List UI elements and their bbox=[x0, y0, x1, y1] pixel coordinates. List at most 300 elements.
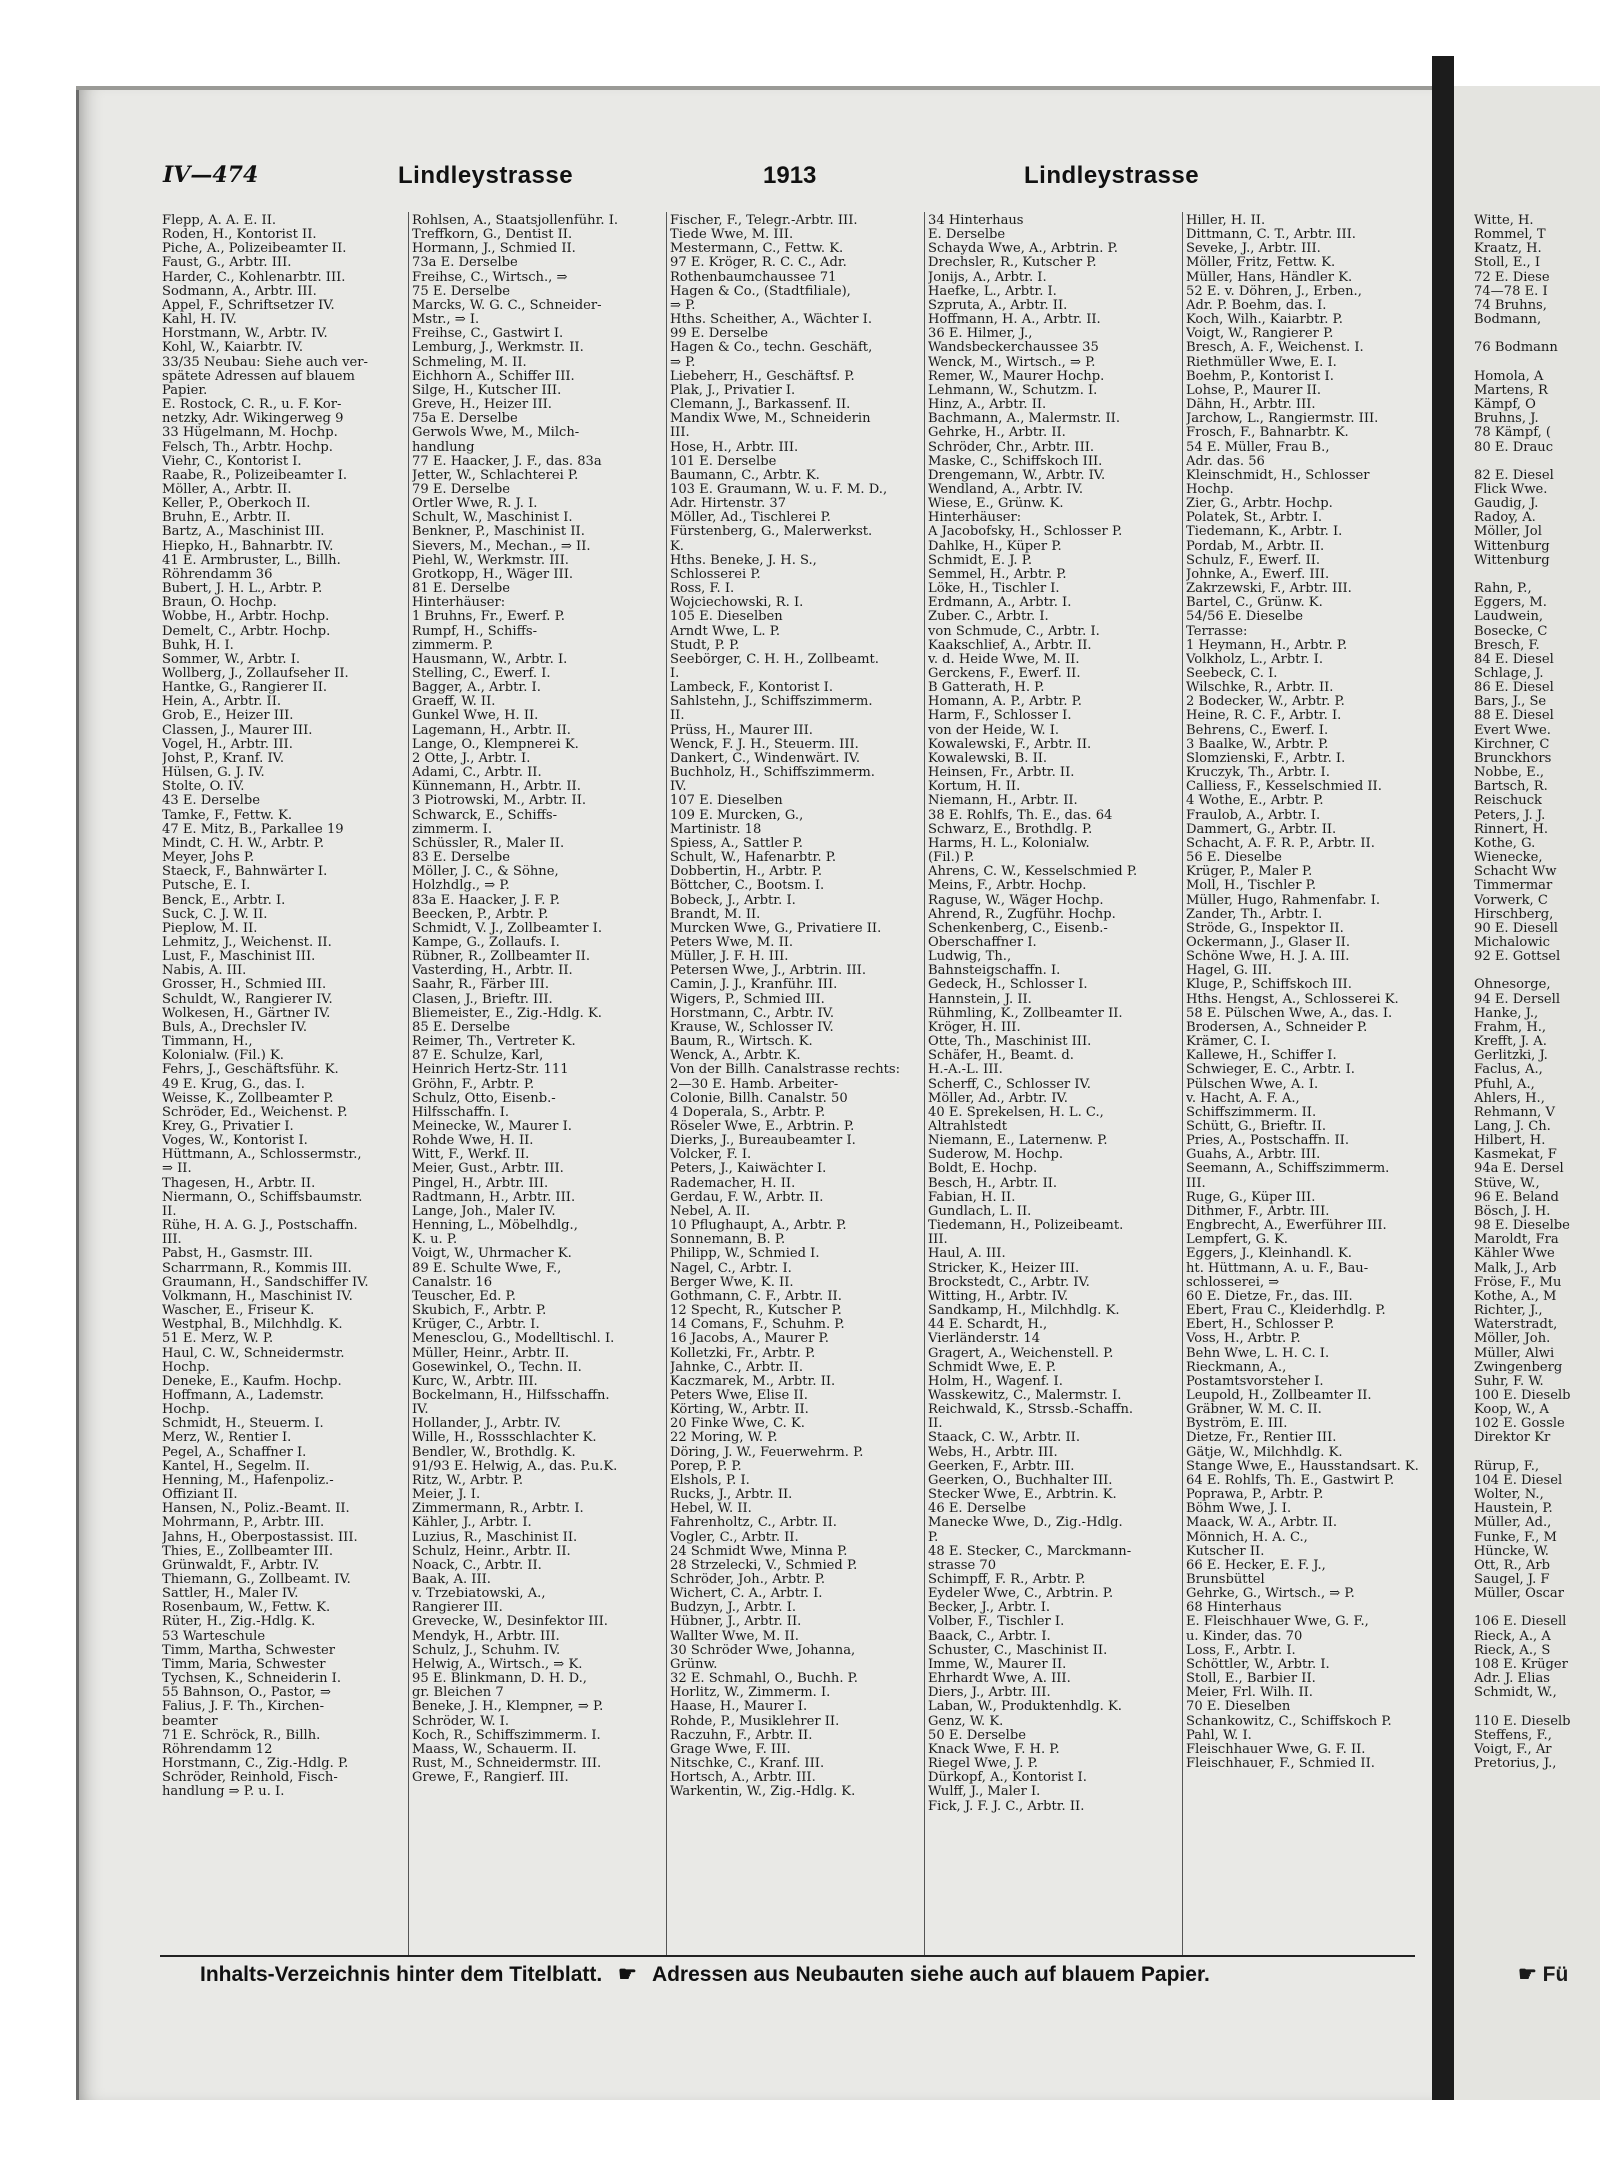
directory-entry: Brunsbüttel bbox=[1186, 1573, 1265, 1587]
next-page-entry: Rieck, A., S bbox=[1474, 1642, 1551, 1658]
directory-entry: Koch, Wilh., Kaiarbtr. P. bbox=[1186, 313, 1343, 328]
directory-entry: Kortum, H. II. bbox=[928, 780, 1021, 795]
column-divider bbox=[666, 212, 667, 1957]
directory-entry: Hinterhäuser: bbox=[928, 511, 1022, 526]
directory-entry: Eichhorn A., Schiffer III. bbox=[412, 369, 575, 384]
next-page-entry: 92 E. Gottsel bbox=[1474, 949, 1561, 965]
directory-entry: Baumann, C., Arbtr. K. bbox=[670, 468, 820, 483]
street-heading-left: Lindleystrasse bbox=[398, 162, 574, 189]
directory-entry: Lehmann, W., Schutzm. I. bbox=[928, 383, 1098, 398]
directory-entry: Müller, J. F. H. III. bbox=[670, 950, 789, 965]
next-page-entry: Ohnesorge, bbox=[1474, 977, 1551, 993]
directory-entry: Thiemann, G., Zollbeamt. IV. bbox=[162, 1573, 351, 1587]
directory-entry: Beneke, J. H., Klempner, ⇒ P. bbox=[412, 1700, 604, 1715]
directory-entry: Koch, R., Schiffszimmerm. I. bbox=[412, 1728, 601, 1743]
directory-entry: Boldt, E. Hochp. bbox=[928, 1162, 1038, 1177]
directory-entry: Hortsch, A., Arbtr. III. bbox=[670, 1771, 816, 1786]
next-page-entry: Haustein, P. bbox=[1474, 1501, 1553, 1517]
column-divider bbox=[924, 212, 925, 1957]
directory-entry: Papier. bbox=[162, 383, 208, 398]
directory-entry: Gerdau, F. W., Arbtr. II. bbox=[670, 1190, 824, 1205]
directory-entry: Vogel, H., Arbtr. III. bbox=[162, 737, 293, 752]
directory-entry: Wenck, A., Arbtr. K. bbox=[670, 1049, 801, 1064]
directory-entry: Meinecke, W., Maurer I. bbox=[412, 1120, 572, 1134]
directory-entry: Rübner, R., Zollbeamter II. bbox=[412, 950, 590, 965]
directory-entry: Engbrecht, A., Ewerführer III. bbox=[1186, 1219, 1387, 1234]
directory-entry: Schulz, F., Ewerf. II. bbox=[1186, 553, 1321, 568]
directory-entry: Kleinschmidt, H., Schlosser bbox=[1186, 468, 1370, 483]
directory-entry: Pahl, W. I. bbox=[1186, 1728, 1252, 1743]
directory-entry: Zuber. C., Arbtr. I. bbox=[928, 610, 1049, 625]
next-page-entry: Frahm, H., bbox=[1474, 1019, 1547, 1035]
next-page-entry: Bodmann, bbox=[1474, 312, 1542, 328]
next-page-entry: 72 E. Diese bbox=[1474, 269, 1550, 285]
directory-entry: Kröger, H. III. bbox=[928, 1020, 1021, 1035]
directory-entry: Henning, L., Möbelhdlg., bbox=[412, 1219, 578, 1234]
next-page-entry bbox=[1474, 1446, 1600, 1460]
directory-entry: IV. bbox=[670, 780, 687, 795]
directory-entry: Fehrs, J., Geschäftsführ. K. bbox=[162, 1063, 339, 1078]
directory-entry: Schulz, Otto, Eisenb.- bbox=[412, 1091, 556, 1106]
directory-entry: Schwarck, E., Schiffs- bbox=[412, 808, 558, 823]
next-page-entry: 80 E. Drauc bbox=[1474, 439, 1554, 455]
directory-entry: Braun, O. Hochp. bbox=[162, 596, 277, 611]
directory-entry: Scharrmann, R., Kommis III. bbox=[162, 1261, 352, 1276]
next-page-entry: Bresch, F. bbox=[1474, 637, 1540, 653]
directory-entry: Laban, W., Produktenhdlg. K. bbox=[928, 1700, 1122, 1715]
directory-entry: Schimpff, F. R., Arbtr. P. bbox=[928, 1573, 1086, 1587]
directory-entry: Dankert, C., Windenwärt. IV. bbox=[670, 751, 861, 766]
directory-entry: Krüger, C., Arbtr. I. bbox=[412, 1318, 540, 1333]
directory-entry: Behrens, C., Ewerf. I. bbox=[1186, 723, 1329, 738]
directory-entry: Böhm Wwe, J. I. bbox=[1186, 1502, 1292, 1517]
directory-entry: Viehr, C., Kontorist I. bbox=[162, 454, 302, 469]
book-binding-gutter bbox=[1432, 56, 1454, 2100]
next-page-entry: Schlage, J. bbox=[1474, 666, 1544, 681]
directory-entry: zimmerm. P. bbox=[412, 638, 493, 653]
directory-entry: Schuster, C., Maschinist II. bbox=[928, 1643, 1108, 1658]
directory-entry: Bahnsteigschaffn. I. bbox=[928, 964, 1061, 979]
directory-entry: Clasen, J., Brieftr. III. bbox=[412, 992, 553, 1007]
directory-entry: Felsch, Th., Arbtr. Hochp. bbox=[162, 440, 333, 455]
directory-entry: Fahrenholtz, C., Arbtr. II. bbox=[670, 1516, 837, 1531]
directory-entry: Dähn, H., Arbtr. III. bbox=[1186, 398, 1316, 413]
directory-entry: Mindt, C. H. W., Arbtr. P. bbox=[162, 836, 325, 851]
directory-entry: Deneke, E., Kaufm. Hochp. bbox=[162, 1374, 342, 1389]
directory-entry: beamter bbox=[162, 1714, 218, 1729]
directory-entry: Ross, F. I. bbox=[670, 582, 735, 597]
directory-entry: Dammert, G., Arbtr. II. bbox=[1186, 822, 1337, 837]
page-number: IV—474 bbox=[163, 162, 259, 188]
directory-entry: 32 E. Schmahl, O., Buchh. P. bbox=[670, 1672, 858, 1687]
directory-entry: Haefke, L., Arbtr. I. bbox=[928, 284, 1057, 299]
directory-entry: Krause, W., Schlosser IV. bbox=[670, 1020, 834, 1035]
next-page-entry bbox=[1474, 1700, 1600, 1714]
directory-entry: Hagen & Co., (Stadtfiliale), bbox=[670, 284, 851, 299]
directory-entry: Westphal, B., Milchhdlg. K. bbox=[162, 1318, 343, 1333]
directory-entry: Fick, J. F. J. C., Arbtr. II. bbox=[928, 1799, 1085, 1814]
directory-entry: Ahrens, C. W., Kesselschmied P. bbox=[928, 865, 1138, 880]
directory-entry: Arndt Wwe, L. P. bbox=[670, 624, 781, 639]
directory-entry: 54/56 E. Dieselbe bbox=[1186, 610, 1303, 625]
directory-entry: Voigt, W., Rangierer P. bbox=[1186, 327, 1334, 342]
directory-entry: Haul, A. III. bbox=[928, 1247, 1006, 1262]
directory-entry: 95 E. Blinkmann, D. H. D., bbox=[412, 1672, 587, 1687]
directory-entry: Elshols, P. I. bbox=[670, 1473, 750, 1488]
directory-entry: Adami, C., Arbtr. II. bbox=[412, 766, 542, 781]
directory-entry: Moll, H., Tischler P. bbox=[1186, 879, 1316, 894]
next-page-entry: Möller, Jol bbox=[1474, 524, 1542, 540]
next-page-column bbox=[1474, 214, 1600, 1954]
directory-entry: Silge, H., Kutscher III. bbox=[412, 383, 562, 398]
next-page-entry: Flick Wwe. bbox=[1474, 481, 1548, 497]
directory-entry: Heinsen, Fr., Arbtr. II. bbox=[928, 766, 1075, 781]
directory-entry: Putsche, E. I. bbox=[162, 879, 251, 894]
directory-entry: Ockermann, J., Glaser II. bbox=[1186, 935, 1350, 950]
next-page-entry: 104 E. Diesel bbox=[1474, 1472, 1563, 1488]
directory-entry: Hoffmann, A., Lademstr. bbox=[162, 1388, 324, 1403]
next-page-entry: Michalowic bbox=[1474, 934, 1550, 950]
next-page-entry: Hanke, J., bbox=[1474, 1005, 1539, 1021]
next-page-entry: Koop, W., A bbox=[1474, 1402, 1550, 1418]
directory-entry: Gedeck, H., Schlosser I. bbox=[928, 978, 1088, 993]
directory-entry: Peters Wwe, M. II. bbox=[670, 935, 794, 950]
next-page-entry: 84 E. Diesel bbox=[1474, 651, 1554, 667]
next-page-entry: 94 E. Dersell bbox=[1474, 991, 1561, 1007]
directory-entry: Möller, Ad., Tischlerei P. bbox=[670, 511, 831, 526]
directory-entry: Grotkopp, H., Wäger III. bbox=[412, 567, 574, 582]
directory-entry: Niermann, O., Schiffsbaumstr. bbox=[162, 1190, 363, 1205]
next-page-entry: Kraatz, H. bbox=[1474, 241, 1542, 257]
directory-entry: Hebel, W. II. bbox=[670, 1502, 752, 1517]
directory-entry: Hantke, G., Rangierer II. bbox=[162, 681, 328, 696]
directory-entry: Lempfert, G. K. bbox=[1186, 1233, 1288, 1248]
directory-column-1 bbox=[162, 214, 404, 1954]
directory-entry: Kohl, W., Kaiarbtr. IV. bbox=[162, 341, 304, 356]
directory-entry: Weisse, K., Zollbeamter P. bbox=[162, 1091, 334, 1106]
directory-column-2 bbox=[412, 214, 662, 1954]
directory-entry: Riegel Wwe, J. P. bbox=[928, 1757, 1038, 1772]
directory-entry: Gröhn, F., Arbtr. P. bbox=[412, 1077, 535, 1092]
directory-entry: K. u. P. bbox=[412, 1233, 458, 1248]
directory-entry: Hannstein, J. II. bbox=[928, 992, 1032, 1007]
directory-entry: 53 Warteschule bbox=[162, 1629, 266, 1644]
directory-entry: Warkentin, W., Zig.-Hdlg. K. bbox=[670, 1785, 856, 1800]
directory-entry: Homann, A. P., Arbtr. P. bbox=[928, 695, 1082, 710]
directory-entry: Gätje, W., Milchhdlg. K. bbox=[1186, 1445, 1343, 1460]
directory-entry: Stricker, K., Heizer III. bbox=[928, 1261, 1080, 1276]
directory-entry: Müller, Hugo, Rahmenfabr. I. bbox=[1186, 893, 1381, 908]
directory-entry: Heinrich Hertz-Str. 111 bbox=[412, 1063, 569, 1078]
directory-entry: Bobeck, J., Arbtr. I. bbox=[670, 893, 796, 908]
directory-entry: Hiller, H. II. bbox=[1186, 214, 1266, 228]
next-page-entry: 74—78 E. I bbox=[1474, 283, 1548, 299]
next-page-entry: Funke, F., M bbox=[1474, 1529, 1557, 1545]
directory-entry: Lange, Joh., Maler IV. bbox=[412, 1204, 556, 1219]
directory-entry: Raabe, R., Polizeibeamter I. bbox=[162, 468, 348, 483]
directory-entry: Kolletzki, Fr., Arbtr. P. bbox=[670, 1346, 816, 1361]
page-footer bbox=[200, 1962, 1420, 1987]
directory-entry: Ritz, W., Arbtr. P. bbox=[412, 1473, 524, 1488]
directory-entry: Bagger, A., Arbtr. I. bbox=[412, 681, 541, 696]
next-page-entry: Zwingenberg bbox=[1474, 1359, 1563, 1375]
next-page-entry: Kirchner, C bbox=[1474, 736, 1550, 752]
directory-entry: Slomzienski, F., Arbtr. I. bbox=[1186, 751, 1346, 766]
directory-entry: Schüssler, R., Maler II. bbox=[412, 836, 565, 851]
directory-entry: schlosserei, ⇒ bbox=[1186, 1275, 1280, 1290]
directory-entry: Schöne Wwe, H. J. A. III. bbox=[1186, 950, 1350, 965]
next-page-entry: Rommel, T bbox=[1474, 227, 1546, 243]
directory-entry: Mendyk, H., Arbtr. III. bbox=[412, 1629, 560, 1644]
directory-entry: Nagel, C., Arbtr. I. bbox=[670, 1261, 792, 1276]
directory-entry: 50 E. Derselbe bbox=[928, 1728, 1026, 1743]
next-page-entry: Müller, Ad., bbox=[1474, 1515, 1552, 1531]
next-page-entry: 106 E. Diesell bbox=[1474, 1614, 1567, 1630]
next-page-entry: Adr. J. Elias bbox=[1474, 1671, 1550, 1687]
directory-entry: netzky, Adr. Wikingerweg 9 bbox=[162, 412, 344, 427]
directory-entry: Hiepko, H., Bahnarbtr. IV. bbox=[162, 539, 334, 554]
next-page-entry bbox=[1474, 356, 1600, 370]
next-page-entry: Faclus, A., bbox=[1474, 1062, 1543, 1078]
directory-entry: Sonnemann, B. P. bbox=[670, 1233, 786, 1248]
next-page-entry: Bosecke, C bbox=[1474, 623, 1548, 639]
directory-entry: Rühmling, K., Zollbeamter II. bbox=[928, 1006, 1123, 1021]
next-page-entry: Saugel, J. F bbox=[1474, 1572, 1550, 1587]
directory-entry: Scherff, C., Schlosser IV. bbox=[928, 1077, 1091, 1092]
directory-entry: Timm, Martha, Schwester bbox=[162, 1643, 336, 1658]
directory-entry: Clemann, J., Barkassenf. II. bbox=[670, 398, 851, 413]
directory-entry: Terrasse: bbox=[1186, 624, 1248, 639]
next-page-entry: Wittenburg bbox=[1474, 552, 1550, 568]
directory-entry: Krey, G., Privatier I. bbox=[162, 1120, 294, 1134]
directory-entry: Zakrzewski, F., Arbtr. III. bbox=[1186, 582, 1352, 597]
directory-entry: Bresch, A. F., Weichenst. I. bbox=[1186, 341, 1364, 356]
next-page-entry: Eggers, M. bbox=[1474, 595, 1547, 611]
directory-entry: Schwarz, E., Brothdlg. P. bbox=[928, 822, 1093, 837]
directory-entry: Kurc, W., Arbtr. III. bbox=[412, 1374, 538, 1389]
directory-entry: Tiedemann, K., Arbtr. I. bbox=[1186, 525, 1343, 540]
directory-entry: Schröder, Joh., Arbtr. P. bbox=[670, 1573, 826, 1587]
directory-entry: 52 E. v. Döhren, J., Erben., bbox=[1186, 284, 1362, 299]
directory-entry: Helwig, A., Wirtsch., ⇒ K. bbox=[412, 1657, 583, 1672]
directory-entry: Baum, R., Wirtsch. K. bbox=[670, 1035, 813, 1050]
directory-entry: Schröder, Reinhold, Fisch- bbox=[162, 1771, 338, 1786]
directory-entry: Beecken, P., Arbtr. P. bbox=[412, 907, 549, 922]
directory-entry: 83 E. Derselbe bbox=[412, 851, 510, 866]
next-page-entry: Laudwein, bbox=[1474, 609, 1544, 625]
directory-entry: 34 Hinterhaus bbox=[928, 214, 1024, 228]
directory-entry: Adr. P. Boehm, das. I. bbox=[1186, 298, 1327, 313]
street-heading-right: Lindleystrasse bbox=[1024, 162, 1200, 189]
directory-entry: E. Fleischhauer Wwe, G. F., bbox=[1186, 1615, 1369, 1630]
directory-entry: zimmerm. I. bbox=[412, 822, 493, 837]
directory-entry: Meins, F., Arbtr. Hochp. bbox=[928, 879, 1087, 894]
directory-entry: Riethmüller Wwe, E. I. bbox=[1186, 355, 1337, 370]
directory-entry: Schröder, W. I. bbox=[412, 1714, 509, 1729]
next-page-entry: Schmidt, W., bbox=[1474, 1685, 1557, 1701]
directory-entry: Schult, W., Maschinist I. bbox=[412, 511, 573, 526]
directory-entry: Gräbner, W. M. C. II. bbox=[1186, 1403, 1322, 1418]
directory-entry: Möller, A., Arbtr. II. bbox=[162, 482, 292, 497]
directory-entry: 85 E. Derselbe bbox=[412, 1020, 510, 1035]
directory-entry: 4 Wothe, E., Arbtr. P. bbox=[1186, 794, 1324, 809]
directory-entry: Hansen, N., Poliz.-Beamt. II. bbox=[162, 1502, 350, 1517]
directory-entry: 99 E. Derselbe bbox=[670, 327, 768, 342]
directory-entry: Loss, F., Arbtr. I. bbox=[1186, 1643, 1296, 1658]
directory-entry: Wolkesen, H., Gärtner IV. bbox=[162, 1006, 331, 1021]
directory-entry: Manecke Wwe, D., Zig.-Hdlg. bbox=[928, 1516, 1123, 1531]
next-page-entry: 90 E. Diesell bbox=[1474, 920, 1558, 936]
directory-entry: Maack, W. A., Arbtr. II. bbox=[1186, 1516, 1338, 1531]
directory-entry: Rieckmann, A., bbox=[1186, 1360, 1287, 1375]
directory-entry: Roden, H., Kontorist II. bbox=[162, 228, 317, 243]
directory-entry: Schmeling, M. II. bbox=[412, 355, 527, 370]
directory-entry: Timm, Maria, Schwester bbox=[162, 1657, 326, 1672]
directory-entry: Imme, W., Maurer II. bbox=[928, 1657, 1067, 1672]
directory-entry: Hübner, J., Arbtr. II. bbox=[670, 1615, 802, 1630]
directory-entry: Jarchow, L., Rangiermstr. III. bbox=[1186, 412, 1379, 427]
next-page-entry: Rinnert, H. bbox=[1474, 821, 1549, 837]
directory-entry: Rüter, H., Zig.-Hdlg. K. bbox=[162, 1615, 316, 1630]
directory-entry: Buls, A., Drechsler IV. bbox=[162, 1020, 308, 1035]
directory-entry: Schmidt, E. J. P. bbox=[928, 553, 1033, 568]
directory-entry: Rothenbaumchaussee 71 bbox=[670, 270, 837, 285]
directory-entry: Meier, Frl. Wilh. II. bbox=[1186, 1686, 1313, 1701]
directory-entry: Rangierer III. bbox=[412, 1601, 503, 1616]
directory-entry: Tiedemann, H., Polizeibeamt. bbox=[928, 1219, 1124, 1234]
directory-entry: Ruge, G., Küper III. bbox=[1186, 1190, 1316, 1205]
next-page-entry: Witte, H. bbox=[1474, 214, 1534, 228]
directory-entry: Noack, C., Arbtr. II. bbox=[412, 1558, 542, 1573]
directory-entry: 60 E. Dietze, Fr., das. III. bbox=[1186, 1289, 1353, 1304]
directory-entry: Fraulob, A., Arbtr. I. bbox=[1186, 808, 1321, 823]
directory-entry: Seebeck, C. I. bbox=[1186, 667, 1278, 681]
directory-entry: Jahns, H., Oberpostassist. III. bbox=[162, 1530, 358, 1545]
directory-entry: 1 Bruhns, Fr., Ewerf. P. bbox=[412, 610, 565, 625]
directory-entry: Freihse, C., Gastwirt I. bbox=[412, 327, 564, 342]
directory-entry: 28 Strzelecki, V., Schmied P. bbox=[670, 1558, 858, 1573]
directory-entry: 89 E. Schulte Wwe, F., bbox=[412, 1261, 562, 1276]
directory-entry: Oberschaffner I. bbox=[928, 935, 1037, 950]
directory-entry: 49 E. Krug, G., das. I. bbox=[162, 1077, 305, 1092]
directory-entry: 101 E. Derselbe bbox=[670, 454, 777, 469]
directory-entry: Müller, Hans, Händler K. bbox=[1186, 270, 1353, 285]
directory-entry: von Schmude, C., Arbtr. I. bbox=[928, 624, 1100, 639]
directory-entry: Baak, A. III. bbox=[412, 1573, 491, 1587]
next-page-entry: Ahlers, H., bbox=[1474, 1090, 1545, 1106]
directory-entry: Lambeck, F., Kontorist I. bbox=[670, 681, 833, 696]
directory-entry: Schankowitz, C., Schiffskoch P. bbox=[1186, 1714, 1392, 1729]
directory-entry: Bendler, W., Brothdlg. K. bbox=[412, 1445, 576, 1460]
next-page-entry: Martens, R bbox=[1474, 382, 1548, 398]
directory-entry: Tychsen, K., Schneiderin I. bbox=[162, 1672, 342, 1687]
directory-entry: Becker, J., Arbtr. I. bbox=[928, 1601, 1051, 1616]
directory-entry: Körting, W., Arbtr. II. bbox=[670, 1403, 809, 1418]
directory-entry: Behn Wwe, L. H. C. I. bbox=[1186, 1346, 1330, 1361]
directory-entry: Fleischhauer Wwe, G. F. II. bbox=[1186, 1742, 1366, 1757]
directory-entry: Nitschke, C., Kranf. III. bbox=[670, 1757, 825, 1772]
directory-entry: Camin, J. J., Kranführ. III. bbox=[670, 978, 838, 993]
next-page-entry: Rahn, P., bbox=[1474, 581, 1532, 597]
directory-entry: 75a E. Derselbe bbox=[412, 412, 518, 427]
directory-entry: 2—30 E. Hamb. Arbeiter- bbox=[670, 1077, 839, 1092]
next-page-entry: Hilbert, H. bbox=[1474, 1133, 1546, 1149]
directory-column-4 bbox=[928, 214, 1178, 1954]
directory-entry: Kaczmarek, M., Arbtr. II. bbox=[670, 1374, 836, 1389]
directory-entry: 38 E. Rohlfs, Th. E., das. 64 bbox=[928, 808, 1113, 823]
next-page-entry: Wittenburg bbox=[1474, 538, 1550, 554]
directory-entry: III. bbox=[928, 1233, 948, 1248]
directory-entry: Wenck, F. J. H., Steuerm. III. bbox=[670, 737, 859, 752]
directory-entry: 64 E. Rohlfs, Th. E., Gastwirt P. bbox=[1186, 1473, 1395, 1488]
directory-entry: Kallewe, H., Schiffer I. bbox=[1186, 1049, 1337, 1064]
next-page-entry: Richter, J., bbox=[1474, 1303, 1543, 1319]
directory-entry: Rohde Wwe, H. II. bbox=[412, 1134, 534, 1149]
directory-entry: Ehrhardt Wwe, A. III. bbox=[928, 1672, 1071, 1687]
directory-entry: Schayda Wwe, A., Arbtrin. P. bbox=[928, 242, 1118, 257]
directory-entry: B Gatterath, H. P. bbox=[928, 681, 1045, 696]
directory-entry: Ebert, H., Schlosser P. bbox=[1186, 1318, 1335, 1333]
directory-entry: 40 E. Sprekelsen, H. L. C., bbox=[928, 1105, 1104, 1120]
directory-entry: Kähler, J., Arbtr. I. bbox=[412, 1516, 532, 1531]
directory-entry: Petersen Wwe, J., Arbtrin. III. bbox=[670, 964, 867, 979]
next-page-entry: 98 E. Dieselbe bbox=[1474, 1218, 1570, 1234]
directory-entry: Rühe, H. A. G. J., Postschaffn. bbox=[162, 1219, 358, 1234]
directory-entry: Ludwig, Th., bbox=[928, 950, 1012, 965]
directory-entry: Buhk, H. I. bbox=[162, 638, 234, 653]
directory-entry: Pegel, A., Schaffner I. bbox=[162, 1445, 307, 1460]
directory-entry: Schulz, J., Schuhm. IV. bbox=[412, 1643, 561, 1658]
next-page-entry: Direktor Kr bbox=[1474, 1430, 1551, 1446]
directory-entry: Kolonialw. (Fil.) K. bbox=[162, 1049, 284, 1064]
directory-entry: Suderow, M. Hochp. bbox=[928, 1148, 1063, 1163]
directory-entry: u. Kinder, das. 70 bbox=[1186, 1629, 1303, 1644]
directory-entry: Bartel, C., Grünw. K. bbox=[1186, 596, 1323, 611]
directory-entry: gr. Bleichen 7 bbox=[412, 1686, 504, 1701]
directory-entry: Budzyn, J., Arbtr. I. bbox=[670, 1601, 797, 1616]
directory-entry: Raczuhn, F., Arbtr. II. bbox=[670, 1728, 813, 1743]
directory-entry: Boehm, P., Kontorist I. bbox=[1186, 369, 1334, 384]
directory-entry: Hein, A., Arbtr. II. bbox=[162, 695, 282, 710]
directory-entry: Wiese, E., Grünw. K. bbox=[928, 497, 1064, 512]
directory-entry: Zander, Th., Arbtr. I. bbox=[1186, 907, 1323, 922]
directory-entry: Grevecke, W., Desinfektor III. bbox=[412, 1615, 608, 1630]
directory-entry: Studt, P. P. bbox=[670, 638, 740, 653]
next-page-entry: 96 E. Beland bbox=[1474, 1189, 1559, 1205]
directory-entry: Ortler Wwe, R. J. I. bbox=[412, 497, 538, 512]
directory-entry: Canalstr. 16 bbox=[412, 1275, 493, 1290]
directory-entry: Graumann, H., Sandschiffer IV. bbox=[162, 1275, 369, 1290]
next-page-entry: Wolter, N., bbox=[1474, 1487, 1544, 1503]
directory-entry: Henning, M., Hafenpoliz.- bbox=[162, 1473, 334, 1488]
directory-entry: Philipp, W., Schmied I. bbox=[670, 1247, 820, 1262]
directory-entry: Freihse, C., Wirtsch., ⇒ bbox=[412, 270, 568, 285]
next-page-entry: Timmermar bbox=[1474, 878, 1553, 894]
directory-entry: 46 E. Derselbe bbox=[928, 1502, 1026, 1517]
directory-entry: Wille, H., Rossschlachter K. bbox=[412, 1431, 597, 1446]
directory-entry: Künnemann, H., Arbtr. II. bbox=[412, 780, 581, 795]
directory-entry: Nebel, A. II. bbox=[670, 1204, 751, 1219]
column-divider bbox=[408, 212, 409, 1957]
directory-entry: Suck, C. J. W. II. bbox=[162, 907, 268, 922]
directory-entry: Drechsler, R., Kutscher P. bbox=[928, 256, 1097, 271]
directory-entry: Hths. Scheither, A., Wächter I. bbox=[670, 313, 873, 328]
directory-entry: Stolte, O. IV. bbox=[162, 780, 245, 795]
directory-entry: Schröder, Chr., Arbtr. III. bbox=[928, 440, 1095, 455]
year-heading: 1913 bbox=[763, 162, 817, 189]
directory-entry: Lehmitz, J., Weichenst. II. bbox=[162, 935, 332, 950]
directory-entry: 51 E. Merz, W. P. bbox=[162, 1332, 274, 1347]
